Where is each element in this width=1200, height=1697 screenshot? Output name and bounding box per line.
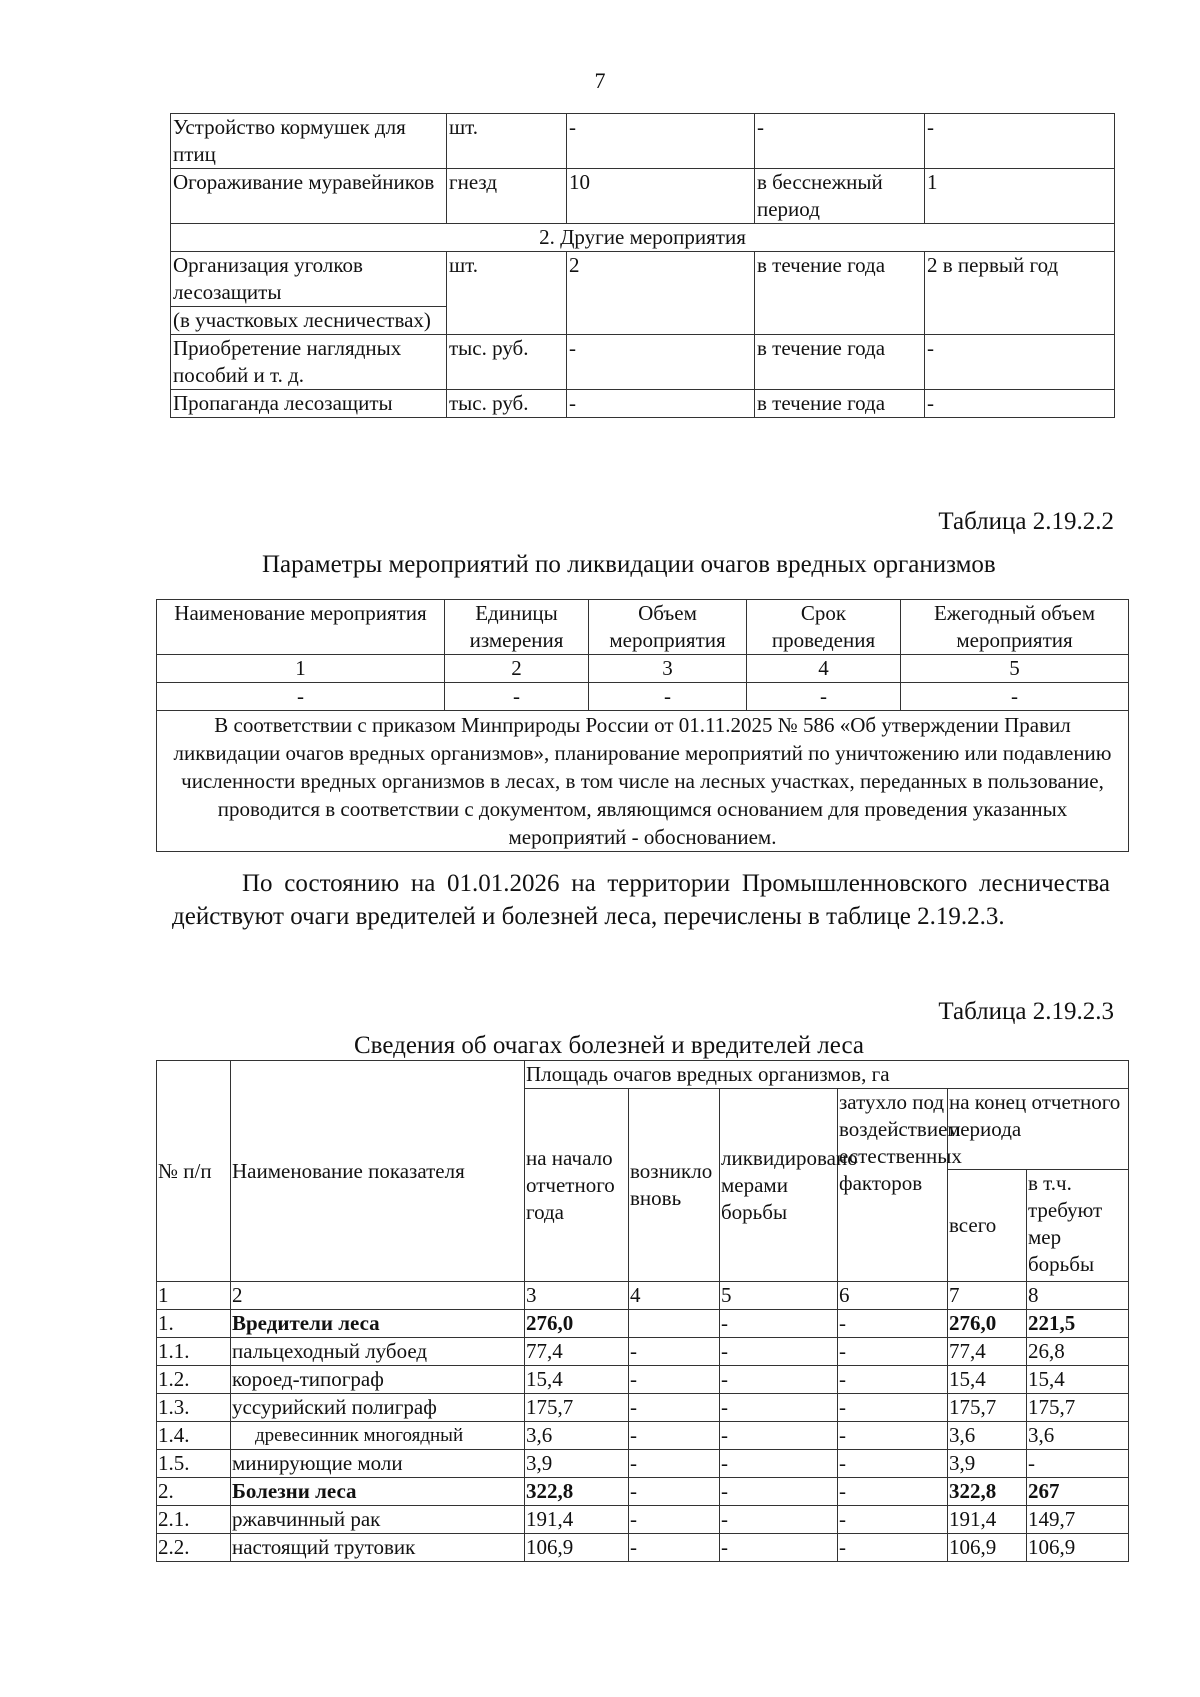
table-cell: 191,4 xyxy=(948,1506,1027,1534)
table-cell: - xyxy=(838,1338,948,1366)
table-cell: 1. xyxy=(157,1310,231,1338)
table-row xyxy=(157,1394,1129,1422)
table-cell: уссурийский полиграф xyxy=(231,1394,525,1422)
table-cell: 8 xyxy=(1027,1282,1129,1310)
table-cell: - xyxy=(720,1450,838,1478)
header-natural: затухло под воздействием естественных факторов xyxy=(838,1089,948,1282)
table-cell: - xyxy=(838,1394,948,1422)
table-row xyxy=(157,1422,1129,1450)
table-cell: 7 xyxy=(948,1282,1027,1310)
table-cell: Болезни леса xyxy=(231,1478,525,1506)
table-cell: 175,7 xyxy=(948,1394,1027,1422)
table-row xyxy=(157,1534,1129,1562)
table-cell: - xyxy=(755,114,925,169)
table-cell: 3,6 xyxy=(1027,1422,1129,1450)
table-cell: - xyxy=(925,335,1115,390)
table-row xyxy=(157,1506,1129,1534)
table-cell: в течение года xyxy=(755,390,925,418)
table-cell: 4 xyxy=(629,1282,720,1310)
table-cell: - xyxy=(747,683,901,711)
table-caption: Сведения об очагах болезней и вредителей леса xyxy=(354,1032,864,1059)
table-cell: 2.2. xyxy=(157,1534,231,1562)
table-cell: короед-типограф xyxy=(231,1366,525,1394)
table-row xyxy=(171,335,1115,390)
table-row xyxy=(171,252,1115,307)
table-cell: - xyxy=(445,683,589,711)
section-heading-cell: 2. Другие мероприятия xyxy=(171,224,1115,252)
table-cell: тыс. руб. xyxy=(447,335,567,390)
table-cell: 26,8 xyxy=(1027,1338,1129,1366)
table-cell: 1.3. xyxy=(157,1394,231,1422)
header-liquidated: ликвидировано мерами борьбы xyxy=(720,1089,838,1282)
table-cell: - xyxy=(629,1394,720,1422)
table-cell: 2 xyxy=(445,655,589,683)
body-paragraph xyxy=(172,867,1110,933)
table-cell: 15,4 xyxy=(1027,1366,1129,1394)
table-cell: - xyxy=(629,1422,720,1450)
paragraph-text: По состоянию на 01.01.2026 на территории Промышленновского лесничества действуют очаги вредителей и болезней леса, перечислены в таблице 2.19.2.3. xyxy=(172,870,1110,930)
table-cell: Срок проведения xyxy=(747,600,901,655)
table-cell: 5 xyxy=(720,1282,838,1310)
table-row xyxy=(157,683,1129,711)
table-cell: 106,9 xyxy=(948,1534,1027,1562)
table-cell: - xyxy=(720,1506,838,1534)
table-cell: в течение года xyxy=(755,252,925,335)
table-cell: пальцеходный лубоед xyxy=(231,1338,525,1366)
table-cell: гнезд xyxy=(447,169,567,224)
table-cell: Организация уголков лесозащиты xyxy=(171,252,447,307)
pest-foci-table xyxy=(156,1060,1129,1562)
table-cell: 3,9 xyxy=(525,1450,629,1478)
table-row xyxy=(171,114,1115,169)
header-new: возникло вновь xyxy=(629,1089,720,1282)
table-cell: - xyxy=(629,1366,720,1394)
header-area-group: Площадь очагов вредных организмов, га xyxy=(525,1061,1129,1089)
table-cell: 15,4 xyxy=(948,1366,1027,1394)
table-cell: в течение года xyxy=(755,335,925,390)
table-cell: Наименование мероприятия xyxy=(157,600,445,655)
table-row xyxy=(157,1338,1129,1366)
table-cell: минирующие моли xyxy=(231,1450,525,1478)
table-number: Таблица 2.19.2.2 xyxy=(938,508,1114,535)
table-header-row xyxy=(157,600,1129,655)
table-cell: - xyxy=(838,1450,948,1478)
header-num: № п/п xyxy=(157,1061,231,1282)
table-cell: 322,8 xyxy=(525,1478,629,1506)
table-cell: Устройство кормушек для птиц xyxy=(171,114,447,169)
table-note-row xyxy=(157,711,1129,852)
table-cell: Объем мероприятия xyxy=(589,600,747,655)
table-cell: 1 xyxy=(925,169,1115,224)
table-cell: (в участковых лесничествах) xyxy=(171,307,447,335)
header-name: Наименование показателя xyxy=(231,1061,525,1282)
table-cell: 5 xyxy=(901,655,1129,683)
table-cell: - xyxy=(589,683,747,711)
table-row xyxy=(171,169,1115,224)
table-cell: 77,4 xyxy=(948,1338,1027,1366)
table-cell: 276,0 xyxy=(525,1310,629,1338)
table-cell: - xyxy=(720,1534,838,1562)
liquidation-params-table xyxy=(156,599,1129,852)
table-cell: - xyxy=(838,1310,948,1338)
table-cell: 1.4. xyxy=(157,1422,231,1450)
table-cell: - xyxy=(1027,1450,1129,1478)
table-cell: 1.5. xyxy=(157,1450,231,1478)
table-cell: 1.1. xyxy=(157,1338,231,1366)
table-cell: древесинник многоядный xyxy=(231,1422,525,1450)
table-cell: 2 xyxy=(231,1282,525,1310)
table-cell: 2.1. xyxy=(157,1506,231,1534)
table-row xyxy=(171,390,1115,418)
activities-table-continued xyxy=(170,113,1115,418)
table-cell: Огораживание муравейников xyxy=(171,169,447,224)
table-cell: - xyxy=(838,1506,948,1534)
table-cell: 6 xyxy=(838,1282,948,1310)
table-cell: тыс. руб. xyxy=(447,390,567,418)
table-cell: 322,8 xyxy=(948,1478,1027,1506)
table-cell: 276,0 xyxy=(948,1310,1027,1338)
table-cell: - xyxy=(925,114,1115,169)
table-cell: в бесснежный период xyxy=(755,169,925,224)
table-cell: 10 xyxy=(567,169,755,224)
table-caption: Параметры мероприятий по ликвидации очагов вредных организмов xyxy=(262,551,996,578)
table-cell: 1 xyxy=(157,1282,231,1310)
header-end-group: на конец отчетного периода xyxy=(948,1089,1129,1170)
table-cell: 2. xyxy=(157,1478,231,1506)
table-cell: 3,9 xyxy=(948,1450,1027,1478)
table-cell: - xyxy=(629,1506,720,1534)
table-cell: - xyxy=(838,1534,948,1562)
table-cell: 77,4 xyxy=(525,1338,629,1366)
table-cell: Приобретение наглядных пособий и т. д. xyxy=(171,335,447,390)
table-cell: - xyxy=(629,1534,720,1562)
table-number-row xyxy=(157,655,1129,683)
table-cell: - xyxy=(925,390,1115,418)
table-cell: 1 xyxy=(157,655,445,683)
table-section-heading xyxy=(171,224,1115,252)
table-cell: - xyxy=(720,1478,838,1506)
table-cell: 175,7 xyxy=(525,1394,629,1422)
table-cell: шт. xyxy=(447,252,567,335)
table-cell: - xyxy=(629,1338,720,1366)
table-cell: - xyxy=(838,1366,948,1394)
table-cell: шт. xyxy=(447,114,567,169)
table-cell: - xyxy=(838,1422,948,1450)
table-cell: - xyxy=(157,683,445,711)
table-cell: - xyxy=(567,114,755,169)
table-number: Таблица 2.19.2.3 xyxy=(938,998,1114,1025)
table-cell: - xyxy=(720,1338,838,1366)
table-cell: - xyxy=(720,1394,838,1422)
table-cell: - xyxy=(720,1422,838,1450)
table-cell: 106,9 xyxy=(525,1534,629,1562)
table-cell: 175,7 xyxy=(1027,1394,1129,1422)
table-cell: 267 xyxy=(1027,1478,1129,1506)
header-start: на начало отчетного года xyxy=(525,1089,629,1282)
table-cell: 4 xyxy=(747,655,901,683)
table-header-row xyxy=(157,1061,1129,1089)
header-require: в т.ч. требуют мер борьбы xyxy=(1027,1170,1129,1282)
table-cell: Вредители леса xyxy=(231,1310,525,1338)
table-cell: 191,4 xyxy=(525,1506,629,1534)
table-cell: - xyxy=(720,1366,838,1394)
table-note: В соответствии с приказом Минприроды России от 01.11.2025 № 586 «Об утверждении Правил ликвидации очагов вредных организмов», планирование мероприятий по уничтожению или подавлению численности вредных организмов в лесах, в том числе на лесных участках, переданных в пользование, проводится в соответствии с документом, являющимся основанием для проведения указанных мероприятий - обоснованием. xyxy=(157,711,1129,852)
table-cell: 106,9 xyxy=(1027,1534,1129,1562)
table-cell: - xyxy=(901,683,1129,711)
table-cell: Единицы измерения xyxy=(445,600,589,655)
table-cell: Ежегодный объем мероприятия xyxy=(901,600,1129,655)
table-row xyxy=(157,1310,1129,1338)
table-cell: 149,7 xyxy=(1027,1506,1129,1534)
table-cell: 2 xyxy=(567,252,755,335)
table-cell: - xyxy=(720,1310,838,1338)
table-cell: 3 xyxy=(589,655,747,683)
table-cell: - xyxy=(629,1450,720,1478)
table-cell: 3,6 xyxy=(948,1422,1027,1450)
page-number: 7 xyxy=(594,68,606,93)
table-cell: ржавчинный рак xyxy=(231,1506,525,1534)
table-cell: 3 xyxy=(525,1282,629,1310)
table-row xyxy=(157,1450,1129,1478)
header-total: всего xyxy=(948,1170,1027,1282)
table-cell xyxy=(629,1310,720,1338)
table-cell: - xyxy=(567,335,755,390)
table-cell: 3,6 xyxy=(525,1422,629,1450)
table-number-row xyxy=(157,1282,1129,1310)
table-cell: 15,4 xyxy=(525,1366,629,1394)
table-cell: - xyxy=(838,1478,948,1506)
table-cell: 2 в первый год xyxy=(925,252,1115,335)
table-cell: 221,5 xyxy=(1027,1310,1129,1338)
table-row xyxy=(157,1366,1129,1394)
table-cell: - xyxy=(567,390,755,418)
table-cell: Пропаганда лесозащиты xyxy=(171,390,447,418)
table-cell: - xyxy=(629,1478,720,1506)
table-cell: 1.2. xyxy=(157,1366,231,1394)
table-row xyxy=(157,1478,1129,1506)
table-cell: настоящий трутовик xyxy=(231,1534,525,1562)
